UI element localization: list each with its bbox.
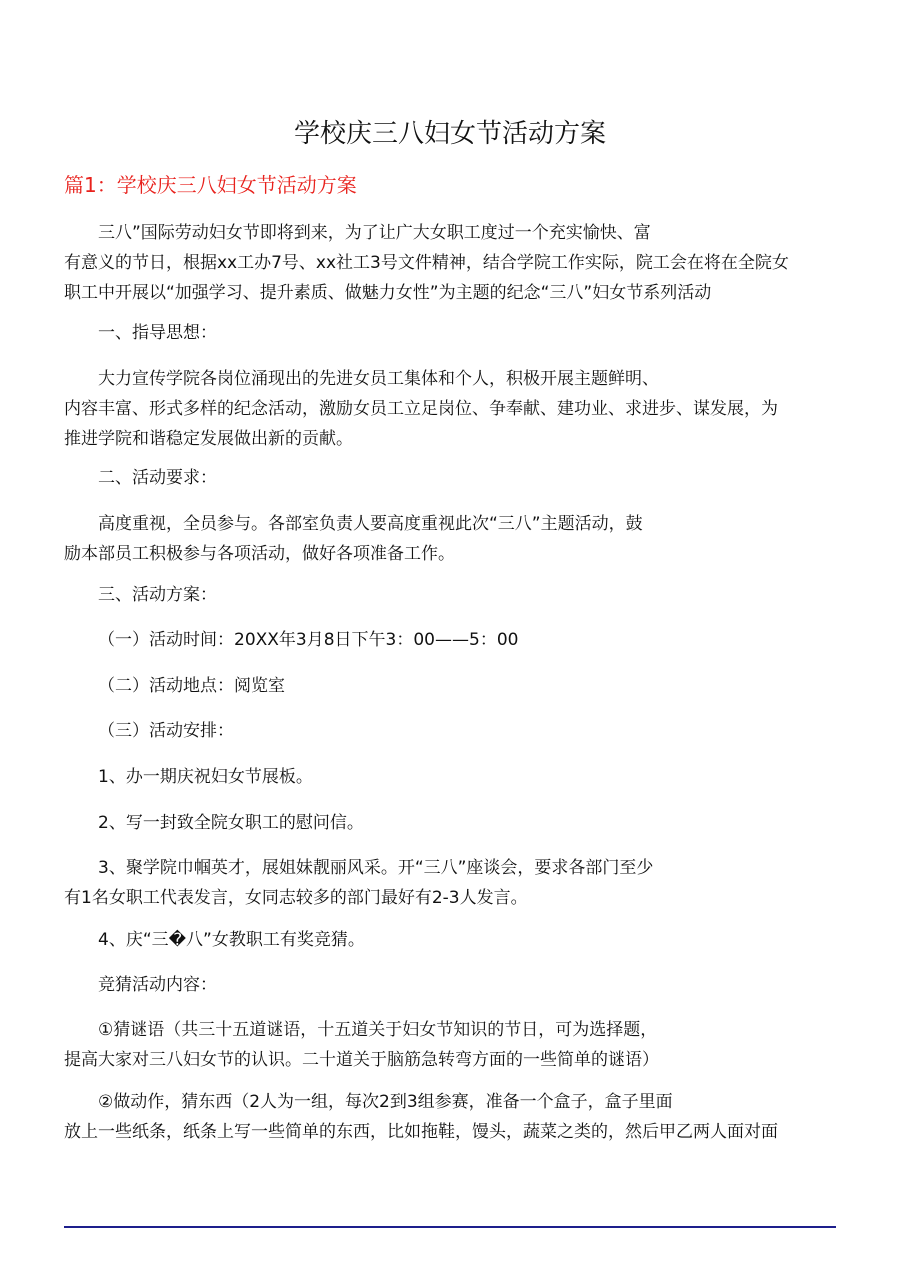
paragraph-guiding-ideology bbox=[64, 364, 844, 454]
paragraph-line: 励本部员工积极参与各项活动，做好各项准备工作。 bbox=[64, 544, 455, 564]
paragraph-line: 三、活动方案： bbox=[98, 585, 217, 605]
paragraph-line: 高度重视，全员参与。各部室负责人要高度重视此次“三八”主题活动，鼓 bbox=[98, 514, 643, 534]
paragraph-line: 职工中开展以“加强学习、提升素质、做魅力女性”为主题的纪念“三八”妇女节系列活动 bbox=[64, 283, 712, 303]
paragraph-line: 1、办一期庆祝妇女节展板。 bbox=[98, 767, 313, 787]
paragraph-line: 大力宣传学院各岗位涌现出的先进女员工集体和个人，积极开展主题鲜明、 bbox=[98, 369, 659, 389]
paragraph-line: 4、庆“三�八”女教职工有奖竞猜。 bbox=[98, 930, 365, 950]
paragraph-line: 推进学院和谐稳定发展做出新的贡献。 bbox=[64, 429, 353, 449]
paragraph-line: 提高大家对三八妇女节的认识。二十道关于脑筋急转弯方面的一些简单的谜语） bbox=[64, 1050, 659, 1070]
paragraph-line: （三）活动安排： bbox=[98, 721, 234, 741]
heading-guiding-ideology bbox=[64, 318, 844, 348]
paragraph-line: 二、活动要求： bbox=[98, 468, 217, 488]
paragraph-line: 一、指导思想： bbox=[98, 323, 217, 343]
list-item-4 bbox=[64, 925, 844, 955]
paragraph-line: 放上一些纸条，纸条上写一些简单的东西，比如拖鞋，馒头，蔬菜之类的，然后甲乙两人面对面 bbox=[64, 1122, 778, 1142]
paragraph-line: 有1名女职工代表发言，女同志较多的部门最好有2-3人发言。 bbox=[64, 888, 528, 908]
list-item-3 bbox=[64, 853, 844, 913]
heading-activity-requirements bbox=[64, 463, 844, 493]
paragraph-line: ②做动作，猜东西（2人为一组，每次2到3组参赛，准备一个盒子，盒子里面 bbox=[98, 1092, 673, 1112]
list-item-1 bbox=[64, 762, 844, 792]
quiz-item-riddles bbox=[64, 1015, 844, 1075]
paragraph-line: 3、聚学院巾帼英才，展姐妹靓丽风采。开“三八”座谈会，要求各部门至少 bbox=[98, 858, 654, 878]
paragraph-line: 竞猜活动内容： bbox=[98, 975, 217, 995]
paragraph-line: 三八”国际劳动妇女节即将到来，为了让广大女职工度过一个充实愉快、富 bbox=[98, 223, 651, 243]
paragraph-activity-requirements bbox=[64, 509, 844, 569]
paragraph-line: 内容丰富、形式多样的纪念活动，激励女员工立足岗位、争奉献、建功业、求进步、谋发展，为 bbox=[64, 399, 778, 419]
footer-divider bbox=[64, 1226, 836, 1228]
item-activity-arrangement bbox=[64, 716, 844, 746]
paragraph-line: ①猜谜语（共三十五道谜语，十五道关于妇女节知识的节日，可为选择题， bbox=[98, 1020, 658, 1040]
quiz-item-charades bbox=[64, 1087, 844, 1147]
heading-activity-plan bbox=[64, 580, 844, 610]
paragraph-line: 2、写一封致全院女职工的慰问信。 bbox=[98, 813, 364, 833]
paragraph-line: （二）活动地点：阅览室 bbox=[98, 676, 285, 696]
list-item-2 bbox=[64, 808, 844, 838]
page-title: 学校庆三八妇女节活动方案 bbox=[293, 119, 606, 149]
paragraph-line: （一）活动时间：20XX年3月8日下午3：00——5：00 bbox=[98, 630, 519, 650]
section-heading: 篇1：学校庆三八妇女节活动方案 bbox=[64, 173, 357, 197]
item-activity-time bbox=[64, 625, 844, 655]
heading-quiz-content bbox=[64, 970, 844, 1000]
paragraph-line: 有意义的节日，根据xx工办7号、xx社工3号文件精神，结合学院工作实际，院工会在将在全院女 bbox=[64, 253, 789, 273]
paragraph-intro bbox=[64, 218, 844, 308]
item-activity-location bbox=[64, 671, 844, 701]
